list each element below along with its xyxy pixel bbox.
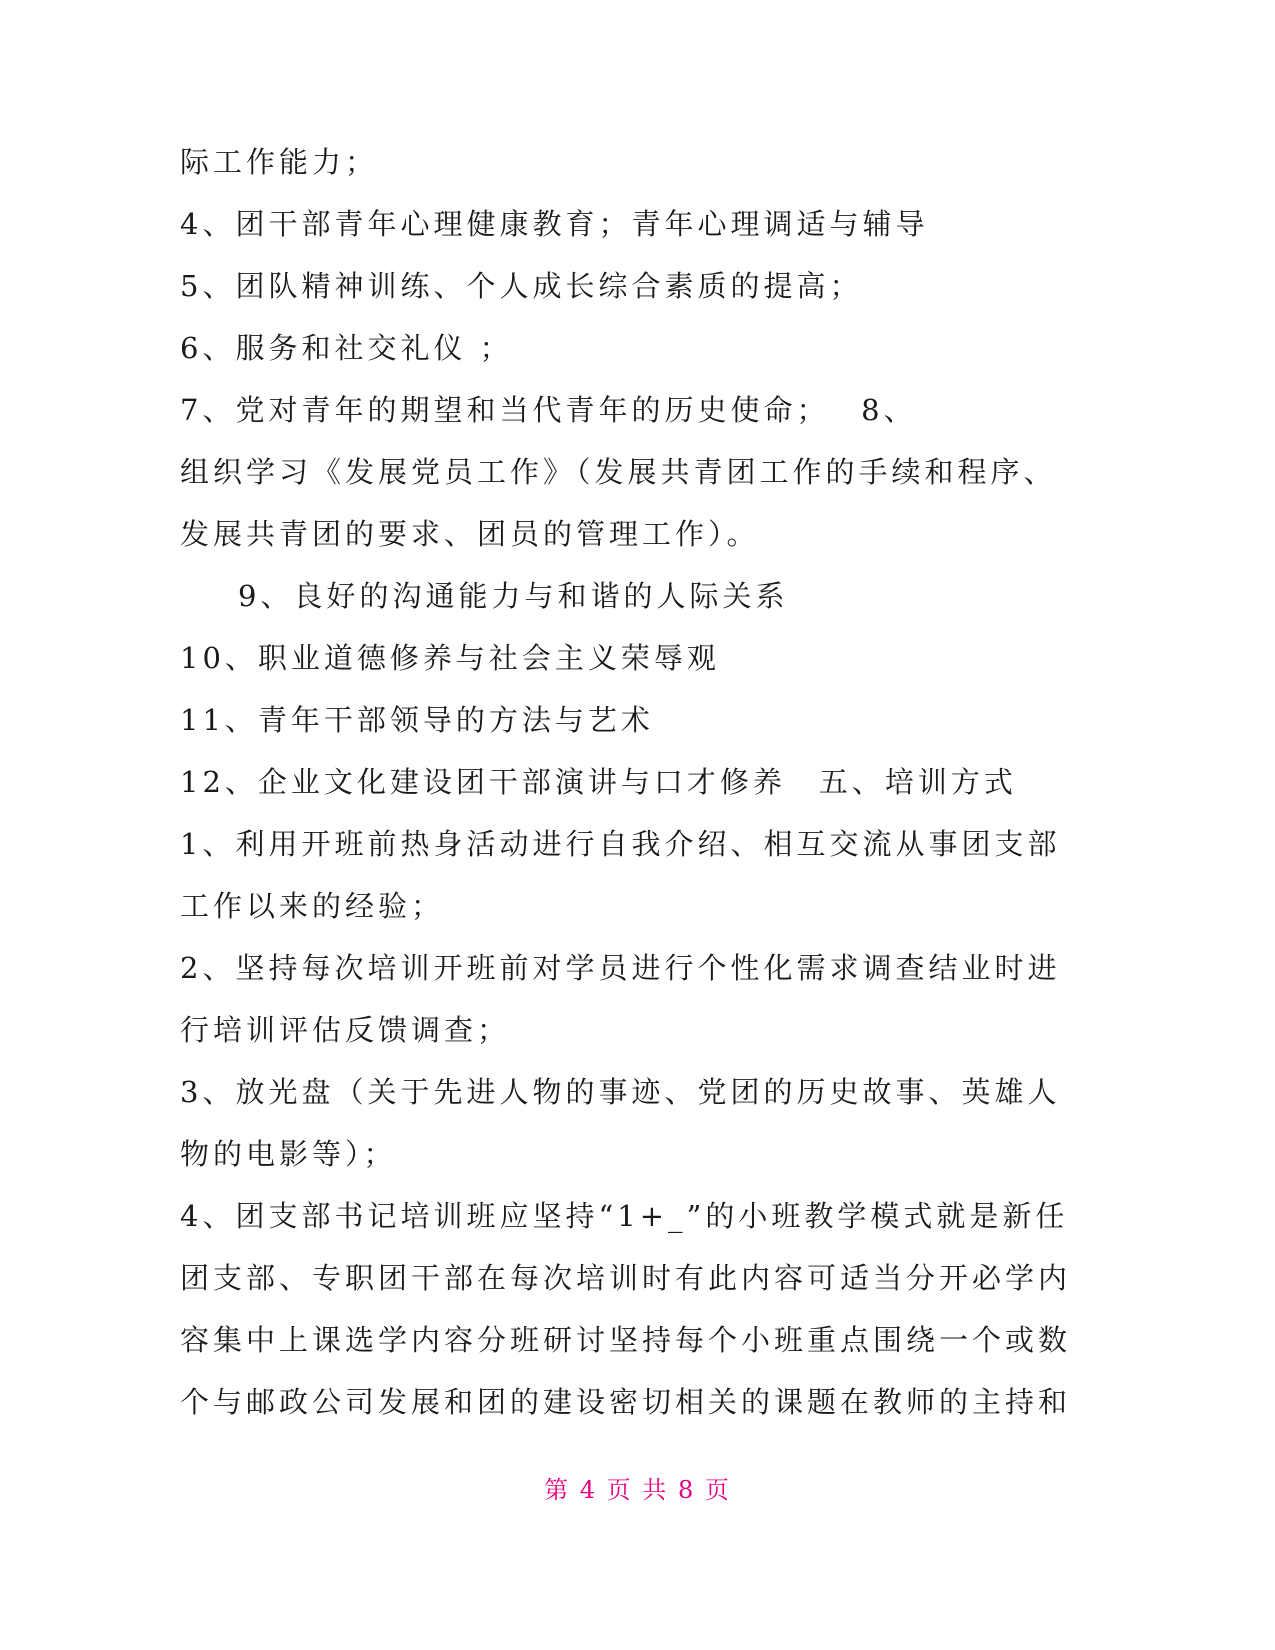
text-line: 际工作能力； <box>180 145 379 179</box>
text-line: 4、团支部书记培训班应坚持“1+_”的小班教学模式就是新任 <box>180 1199 1069 1233</box>
text-line: 个与邮政公司发展和团的建设密切相关的课题在教师的主持和 <box>180 1385 1072 1419</box>
text-line: 团支部、专职团干部在每次培训时有此内容可适当分开必学内 <box>180 1261 1072 1295</box>
text-line: 组织学习《发展党员工作》（发展共青团工作的手续和程序、 <box>180 455 1057 489</box>
text-line: 行培训评估反馈调查； <box>180 1013 511 1047</box>
text-line: 容集中上课选学内容分班研讨坚持每个小班重点围绕一个或数 <box>180 1323 1072 1357</box>
page-number-footer: 第 4 页 共 8 页 <box>544 1476 731 1504</box>
text-line: 5、团队精神训练、个人成长综合素质的提高； <box>180 269 863 303</box>
text-line: 3、放光盘（关于先进人物的事迹、党团的历史故事、英雄人 <box>180 1075 1061 1109</box>
text-line: 12、企业文化建设团干部演讲与口才修养 五、培训方式 <box>180 765 1017 799</box>
text-line: 7、党对青年的期望和当代青年的历史使命； 8、 <box>180 393 917 427</box>
text-line: 1、利用开班前热身活动进行自我介绍、相互交流从事团支部 <box>180 827 1061 861</box>
text-line: 工作以来的经验； <box>180 889 445 923</box>
text-line: 物的电影等）； <box>180 1137 397 1171</box>
text-line: 11、青年干部领导的方法与艺术 <box>180 703 654 737</box>
text-line: 6、服务和社交礼仪 ； <box>180 331 513 365</box>
text-line: 发展共青团的要求、团员的管理工作）。 <box>180 517 760 551</box>
text-line: 2、坚持每次培训开班前对学员进行个性化需求调查结业时进 <box>180 951 1061 985</box>
text-line: 10、职业道德修养与社会主义荣辱观 <box>180 641 720 675</box>
text-line: 9、良好的沟通能力与和谐的人际关系 <box>238 579 789 613</box>
text-line: 4、团干部青年心理健康教育；青年心理调适与辅导 <box>180 207 929 241</box>
